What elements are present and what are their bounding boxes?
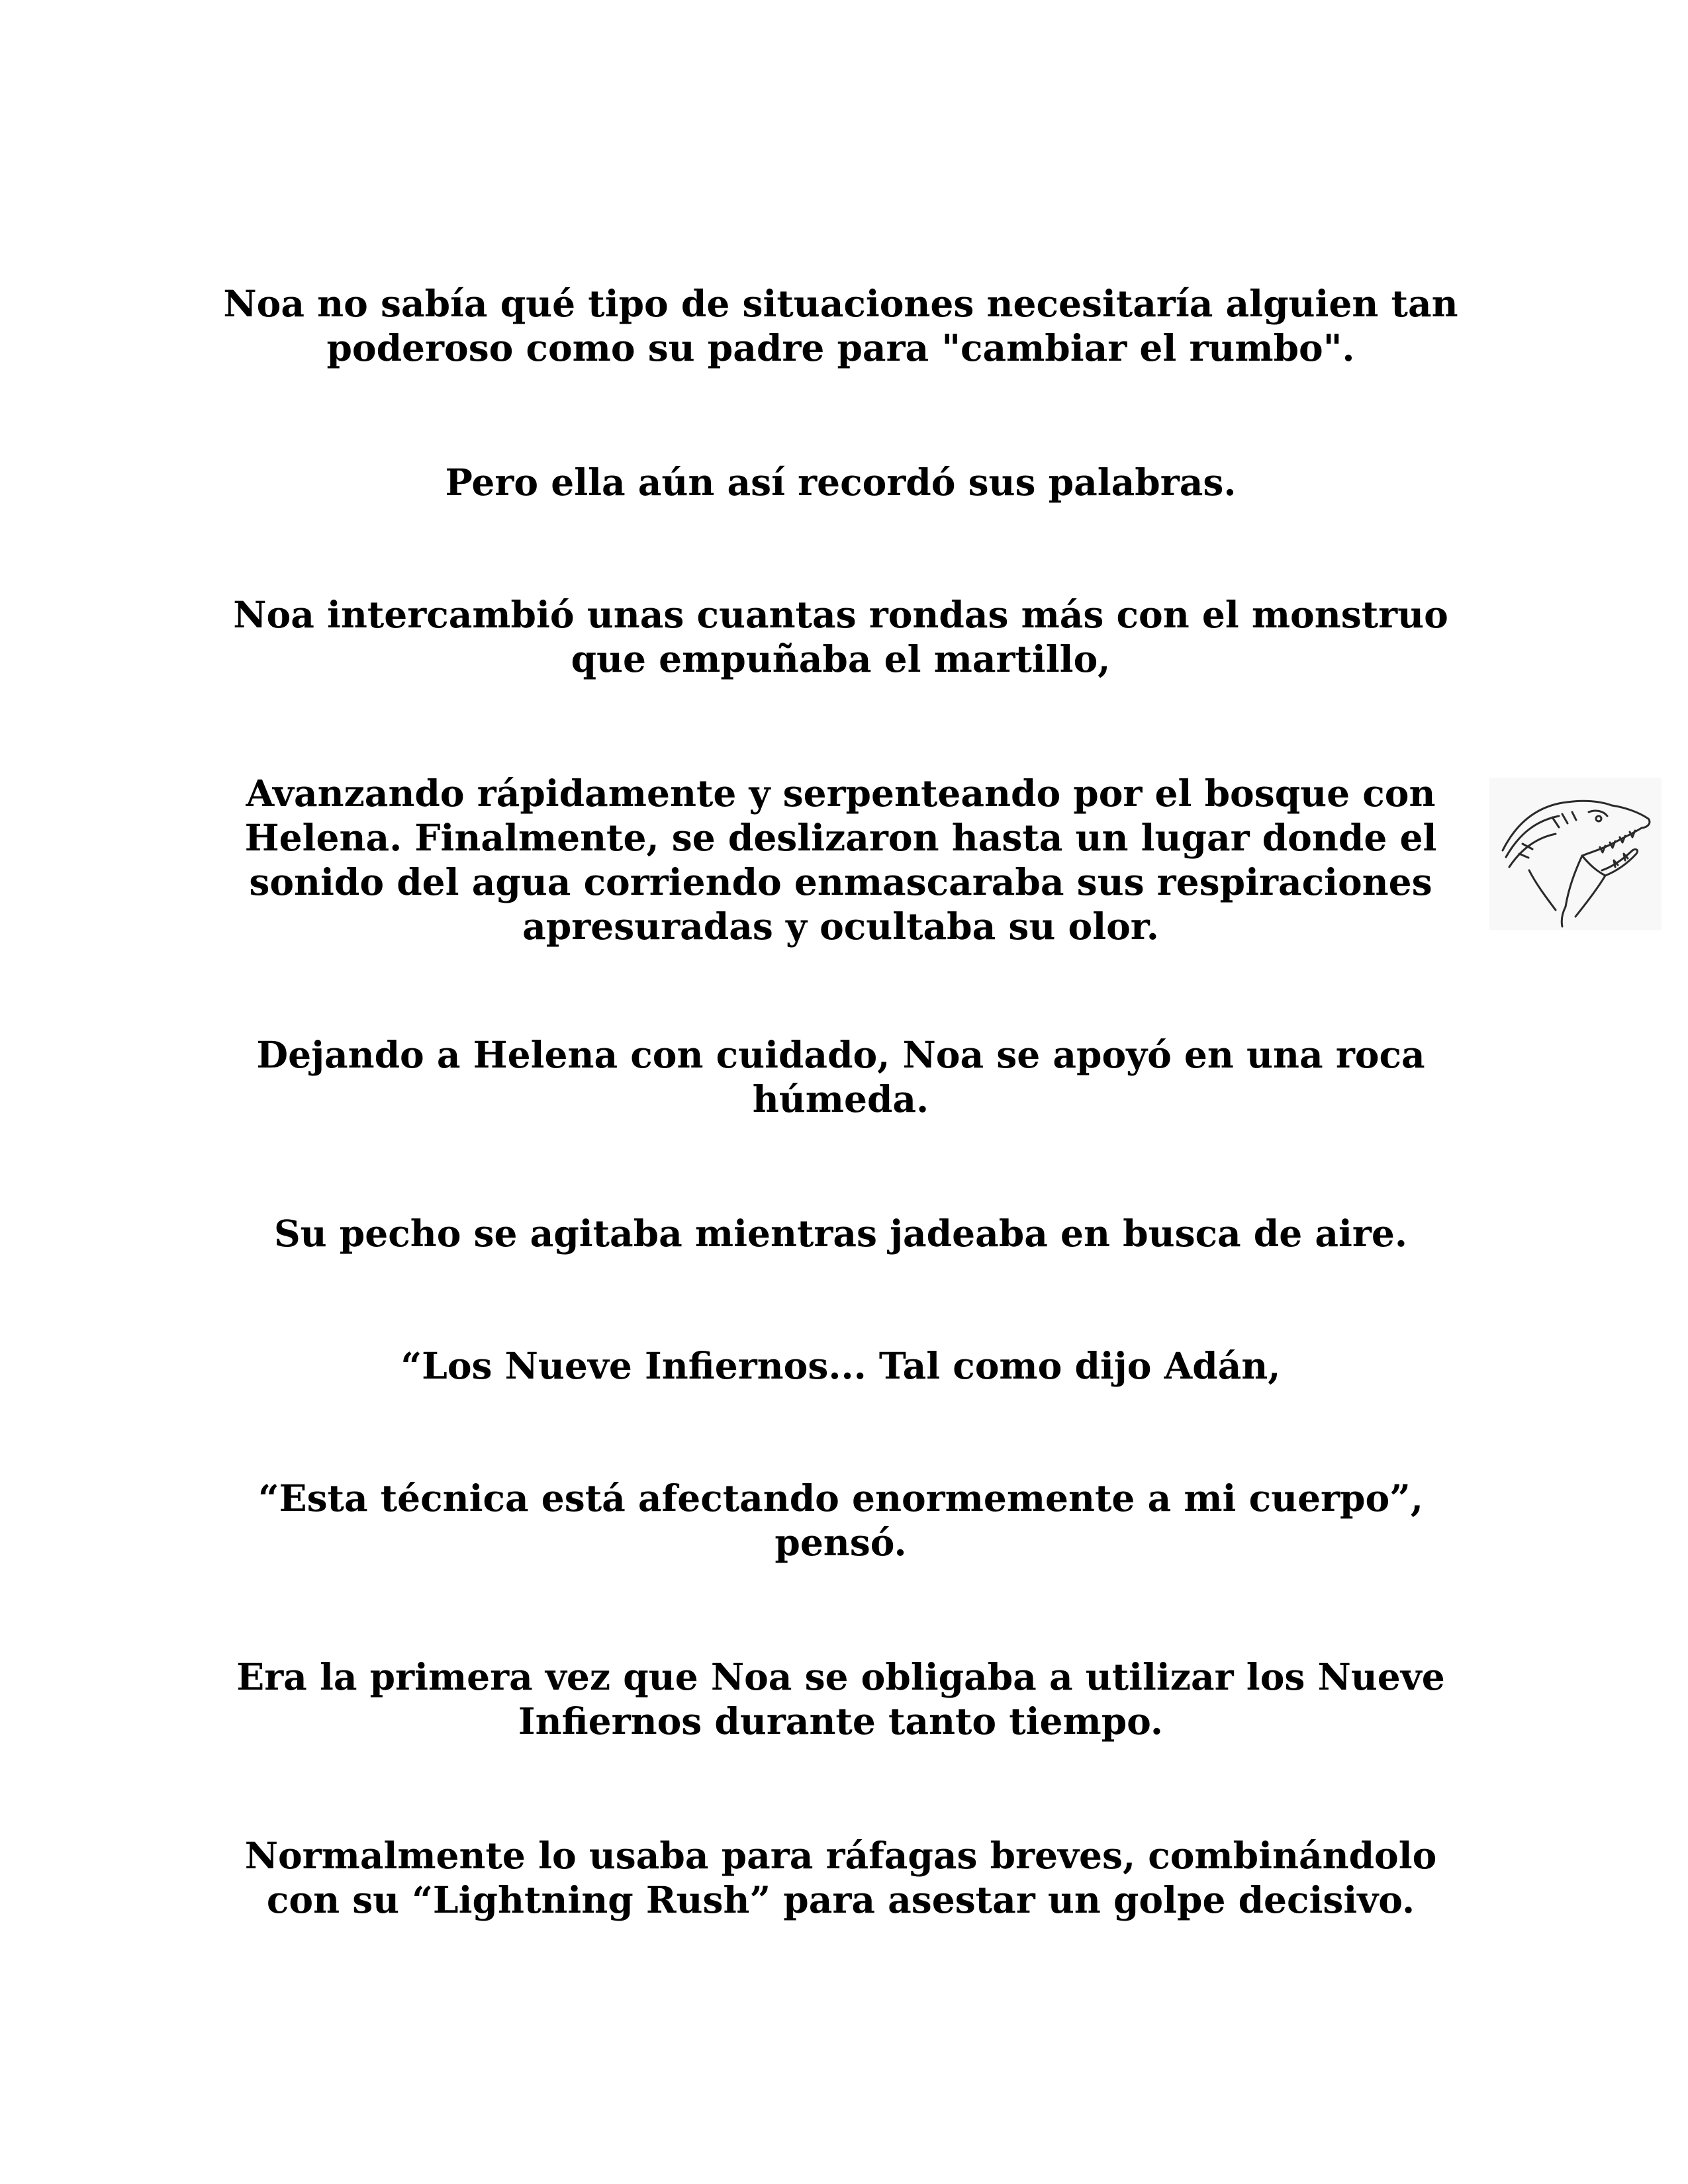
paragraph-7: “Los Nueve Infiernos... Tal como dijo Adán, (400, 1344, 1281, 1387)
paragraph-1: Noa no sabía qué tipo de situaciones necesitaría alguien tan poderoso como su padre para "cambiar el rumbo". (223, 282, 1458, 369)
paragraph-6: Su pecho se agitaba mientras jadeaba en busca de aire. (273, 1212, 1408, 1255)
dinosaur-head-sketch-icon (1489, 778, 1662, 930)
paragraph-4: Avanzando rápidamente y serpenteando por el bosque con Helena. Finalmente, se deslizaron hasta un lugar donde el sonido del agua corriendo enmascaraba sus respiraciones apresuradas y ocultaba su olor. (244, 772, 1437, 948)
paragraph-9: Era la primera vez que Noa se obligaba a utilizar los Nueve Infiernos durante tanto tiempo. (236, 1655, 1445, 1743)
paragraph-3: Noa intercambió unas cuantas rondas más con el monstruo que empuñaba el martillo, (233, 593, 1448, 680)
paragraph-2: Pero ella aún así recordó sus palabras. (445, 461, 1237, 504)
paragraph-8: “Esta técnica está afectando enormemente a mi cuerpo”, pensó. (258, 1477, 1423, 1564)
paragraph-5: Dejando a Helena con cuidado, Noa se apoyó en una roca húmeda. (256, 1033, 1425, 1120)
paragraph-10: Normalmente lo usaba para ráfagas breves, combinándolo con su “Lightning Rush” para asestar un golpe decisivo. (244, 1834, 1437, 1921)
